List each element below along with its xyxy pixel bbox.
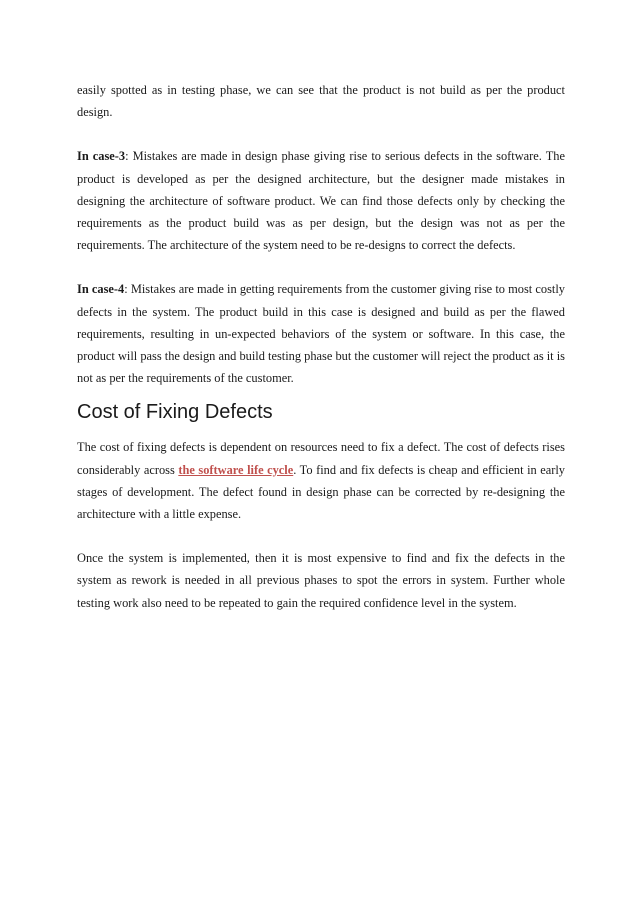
paragraph-spacer xyxy=(77,256,565,278)
cost-text-before-link: The cost of fixing defects is dependent on resources need to fix a defect. The cost of defects rises considerably across xyxy=(77,440,565,477)
continuation-paragraph: easily spotted as in testing phase, we can see that the product is not build as per the product design. xyxy=(77,83,565,120)
case-4-text: : Mistakes are made in getting requirements from the customer giving rise to most costly defects in the system. The product build in this case is designed and build as per the flawed requirements, resulting in un-expected behaviors of the system or software. In this case, the product will pass the design and build testing phase but the customer will reject the product as it is not as per the requirements of the customer. xyxy=(77,282,565,386)
document-body xyxy=(77,79,565,614)
paragraph-spacer xyxy=(77,525,565,547)
software-life-cycle-link[interactable]: the software life cycle xyxy=(178,462,294,477)
section-heading: Cost of Fixing Defects xyxy=(77,401,273,424)
case-3-text: : Mistakes are made in design phase giving rise to serious defects in the software. The product is developed as per the designed architecture, but the designer made mistakes in designing the architecture of software product. We can find those defects only by checking the requirements as the product build was as per design, but the design was not as per the requirements. The architecture of the system need to be re-designs to correct the defects. xyxy=(77,149,565,253)
paragraph-spacer xyxy=(77,123,565,145)
final-paragraph: Once the system is implemented, then it is most expensive to find and fix the defects in the system as rework is needed in all previous phases to spot the errors in system. Further whole testing work also need to be repeated to gain the required confidence level in the system. xyxy=(77,551,565,610)
case-4-paragraph xyxy=(77,278,565,389)
cost-text-after-link: . To find and fix defects is cheap and efficient in early stages of development. The defect found in design phase can be corrected by re-designing the architecture with a little expense. xyxy=(77,462,565,522)
case-3-label: In case-3 xyxy=(77,149,126,164)
case-4-label: In case-4 xyxy=(77,282,125,297)
case-3-paragraph xyxy=(77,145,565,256)
cost-paragraph xyxy=(77,436,565,525)
